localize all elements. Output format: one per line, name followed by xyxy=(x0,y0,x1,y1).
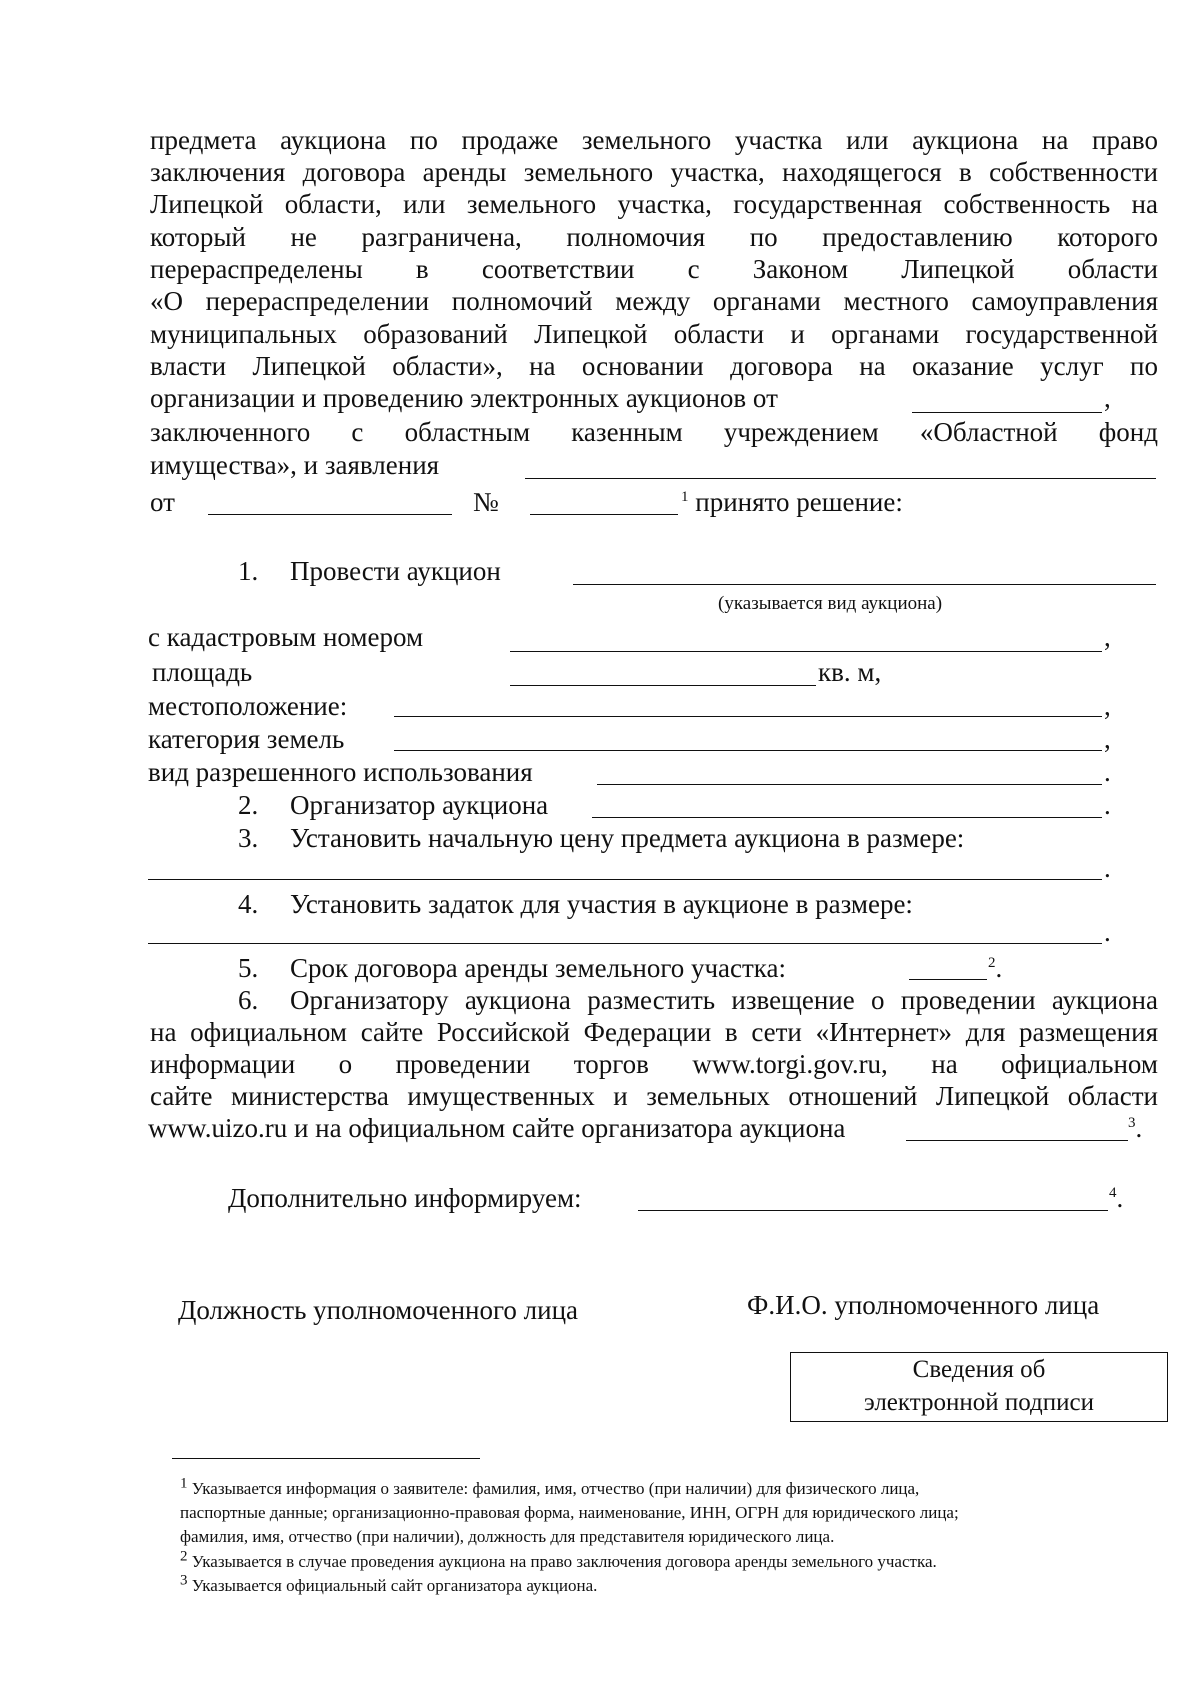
item-number: 1. xyxy=(238,556,259,586)
footnote-3-mark: 3 xyxy=(180,1572,188,1589)
electronic-signature-box xyxy=(790,1352,1168,1422)
item-line: информации о проведении торгов www.torgi.gov.ru, на официальном xyxy=(150,1049,1158,1079)
intro-line: предмета аукциона по продаже земельного участка или аукциона на право xyxy=(150,125,1158,155)
period: . xyxy=(995,953,1003,983)
lease-term-field[interactable] xyxy=(909,979,987,980)
intro-line: заключения договора аренды земельного участка, находящегося в собственности xyxy=(150,157,1158,187)
permitted-use-field[interactable] xyxy=(597,784,1102,785)
footnote-line: Указывается официальный сайт организатора аукциона. xyxy=(191,1576,598,1595)
footnote-1 xyxy=(180,1475,920,1500)
area-field[interactable] xyxy=(510,685,816,686)
item-text: Провести аукцион xyxy=(290,556,501,586)
cadastral-number-field[interactable] xyxy=(510,651,1102,652)
location-field[interactable] xyxy=(394,716,1102,717)
footnote-1-mark: 1 xyxy=(180,1475,188,1492)
cadastral-label: с кадастровым номером xyxy=(148,622,424,652)
footnote-3 xyxy=(180,1572,598,1597)
intro-line: заключенного с областным казенным учреждением «Областной фонд xyxy=(150,417,1158,447)
item-number: 5. xyxy=(238,953,259,983)
intro-line: перераспределены в соответствии с Законом Липецкой области xyxy=(150,254,1158,284)
footnote-line: Указывается информация о заявителе: фамилия, имя, отчество (при наличии) для физического лица, xyxy=(191,1479,920,1498)
item-text: Срок договора аренды земельного участка: xyxy=(290,953,787,983)
auction-type-hint: (указывается вид аукциона) xyxy=(718,593,943,614)
additional-label: Дополнительно информируем: xyxy=(228,1183,582,1213)
additional-info-field[interactable] xyxy=(638,1210,1108,1211)
comma: , xyxy=(1104,691,1111,721)
decision-text xyxy=(681,486,903,518)
footnote-mark-1: 1 xyxy=(681,489,689,505)
application-number-field[interactable] xyxy=(530,514,678,515)
footnote-2-mark: 2 xyxy=(180,1548,188,1565)
organizer-site-field[interactable] xyxy=(906,1140,1128,1141)
name-label: Ф.И.О. уполномоченного лица xyxy=(747,1290,1100,1320)
intro-line: Липецкой области, или земельного участка, государственная собственность на xyxy=(150,189,1158,219)
footnote-separator xyxy=(172,1458,480,1459)
footnote-line: паспортные данные; организационно-правовая форма, наименование, ИНН, ОГРН для юридического лица; xyxy=(180,1503,959,1522)
intro-line: «О перераспределении полномочий между органами местного самоуправления xyxy=(150,286,1158,316)
item-line: сайте министерства имущественных и земельных отношений Липецкой области xyxy=(150,1081,1158,1111)
period: . xyxy=(1104,757,1111,787)
comma: , xyxy=(1104,383,1111,413)
item-text: Организатор аукциона xyxy=(290,790,549,820)
period: . xyxy=(1104,790,1111,820)
item-line: www.uizo.ru и на официальном сайте организатора аукциона xyxy=(148,1113,846,1143)
footnote-2 xyxy=(180,1548,937,1573)
permitted-use-label: вид разрешенного использования xyxy=(148,757,533,787)
intro-line: муниципальных образований Липецкой области и органами государственной xyxy=(150,319,1158,349)
item-line: на официальном сайте Российской Федерации в сети «Интернет» для размещения xyxy=(150,1017,1158,1047)
footnote-mark-2: 2 xyxy=(988,955,996,971)
auction-type-field[interactable] xyxy=(573,584,1156,585)
land-category-label: категория земель xyxy=(148,724,345,754)
intro-line: имущества», и заявления xyxy=(150,450,440,480)
area-label: площадь xyxy=(152,657,253,687)
item-text: Установить задаток для участия в аукционе в размере: xyxy=(290,889,913,919)
esign-line: электронной подписи xyxy=(864,1389,1094,1416)
period: . xyxy=(1104,917,1111,947)
footnote-mark-3: 3 xyxy=(1128,1115,1136,1131)
application-field[interactable] xyxy=(525,478,1156,479)
additional-end xyxy=(1109,1182,1123,1214)
organizer-field[interactable] xyxy=(592,817,1102,818)
item-number: 2. xyxy=(238,790,259,820)
position-label: Должность уполномоченного лица xyxy=(178,1295,579,1325)
deposit-field[interactable] xyxy=(148,943,1102,944)
from-label: от xyxy=(150,487,175,517)
site-end xyxy=(1128,1112,1142,1144)
item-number: 4. xyxy=(238,889,259,919)
period: . xyxy=(1116,1183,1124,1213)
period: . xyxy=(1104,853,1111,883)
intro-line: власти Липецкой области», на основании договора на оказание услуг по xyxy=(150,351,1158,381)
number-sign: № xyxy=(473,487,499,517)
intro-line: организации и проведению электронных аукционов от xyxy=(150,383,778,413)
esign-line: Сведения об xyxy=(912,1356,1046,1383)
decision-label: принято решение: xyxy=(695,487,903,517)
comma: , xyxy=(1104,622,1111,652)
item-text: Установить начальную цену предмета аукциона в размере: xyxy=(290,823,965,853)
footnote-line: фамилия, имя, отчество (при наличии), должность для представителя юридического лица. xyxy=(180,1527,835,1546)
period: . xyxy=(1135,1113,1143,1143)
location-label: местоположение: xyxy=(148,691,348,721)
footnote-mark-4: 4 xyxy=(1109,1185,1117,1201)
item-number: 6. xyxy=(238,985,259,1015)
application-date-field[interactable] xyxy=(208,514,452,515)
footnote-line: Указывается в случае проведения аукциона на право заключения договора аренды земельного участка. xyxy=(191,1552,937,1571)
comma: , xyxy=(1104,724,1111,754)
item-number: 3. xyxy=(238,823,259,853)
item-line: Организатору аукциона разместить извещение о проведении аукциона xyxy=(290,985,1158,1015)
land-category-field[interactable] xyxy=(394,750,1102,751)
area-unit: кв. м, xyxy=(818,657,882,687)
contract-date-field[interactable] xyxy=(912,412,1102,413)
start-price-field[interactable] xyxy=(148,879,1102,880)
lease-term-end xyxy=(988,952,1002,984)
intro-line: который не разграничена, полномочия по предоставлению которого xyxy=(150,222,1158,252)
